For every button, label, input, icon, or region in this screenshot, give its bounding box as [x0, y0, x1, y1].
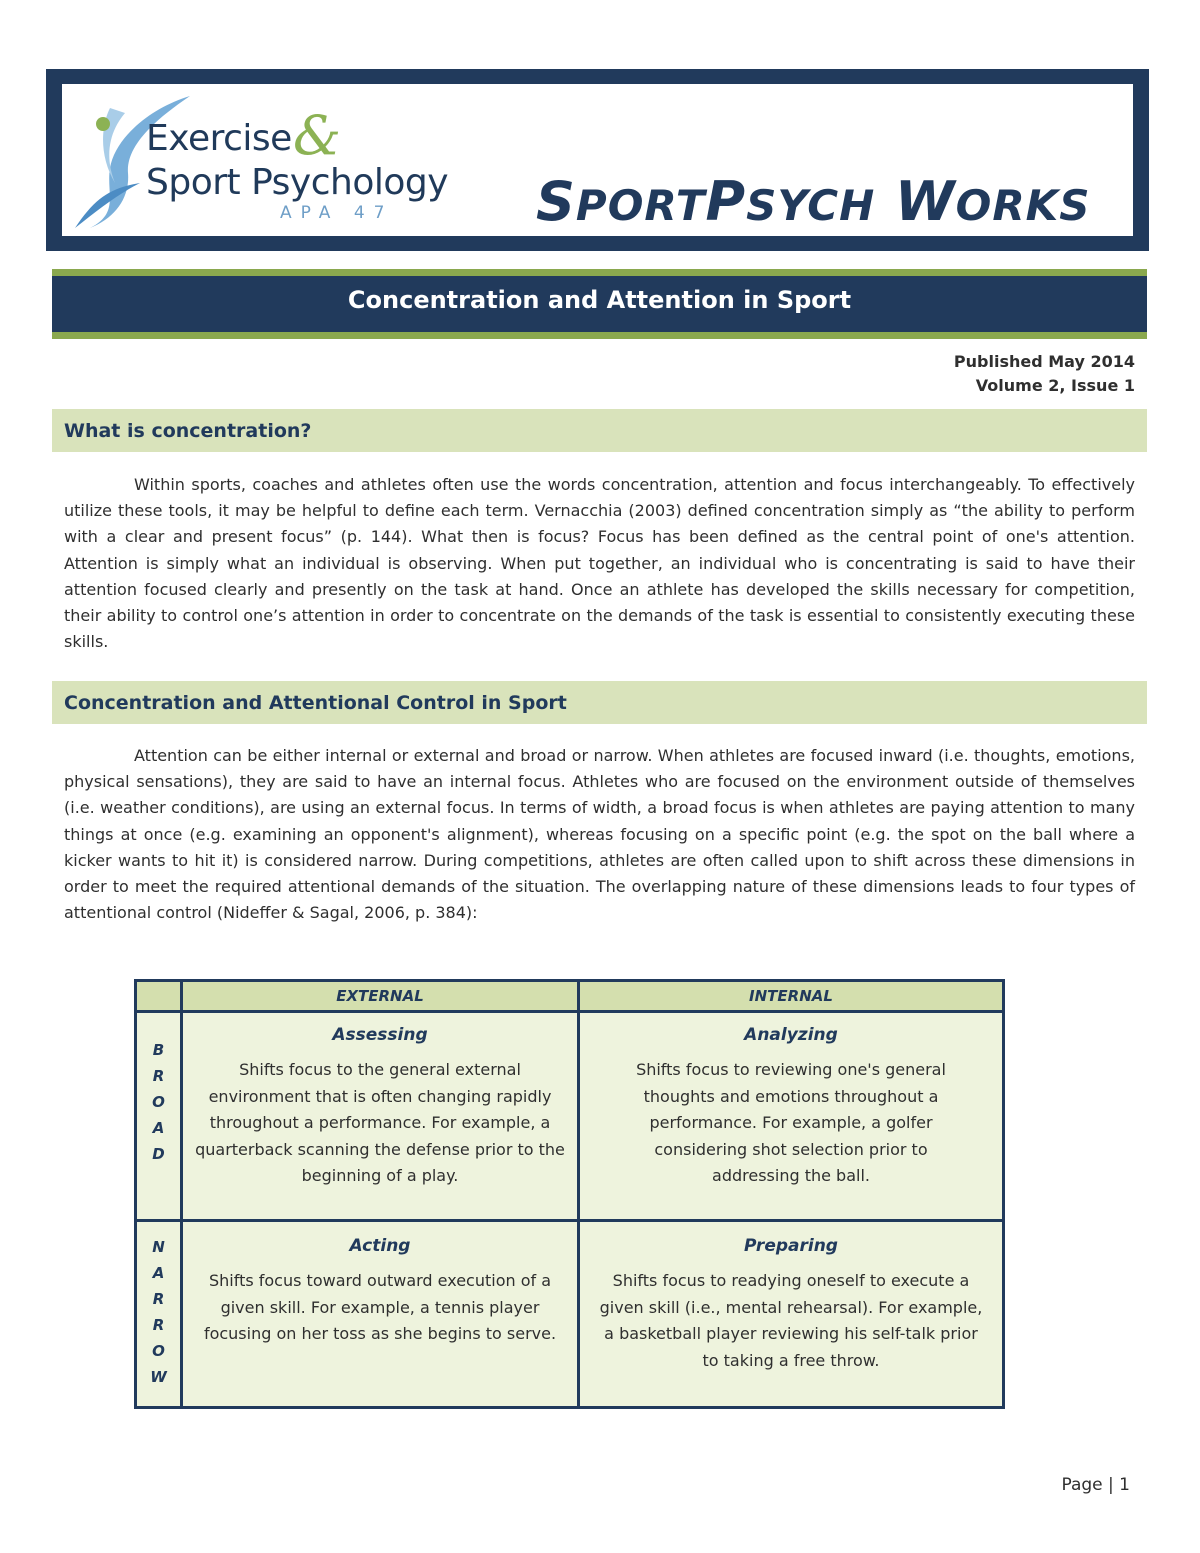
section-paragraph: Attention can be either internal or external and broad or narrow. When athletes are focused inward (i.e. thoughts, emotions, physical sensations), they are said to have an internal focus. Athletes who are focused on the environment outside of themselves (i.e. weather conditions), are using an external focus. In terms of width, a broad focus is when athletes are paying attention to many things at once (e.g. examining an opponent's alignment), whereas focusing on a specific point (e.g. the spot on the ball where a kicker wants to hit it) is considered narrow. During competitions, athletes are often called upon to shift across these dimensions in order to meet the required attentional demands of the situation. The overlapping nature of these dimensions leads to four types of attentional control (Nideffer & Sagal, 2006, p. 384):	[64, 746, 1135, 923]
brand-port: PORT	[575, 181, 706, 230]
row-letter: W	[150, 1368, 167, 1386]
row-letter: R	[152, 1067, 165, 1085]
cell-body: Shifts focus to reviewing one's general thoughts and emotions throughout a performance. For example, a golfer considering shot selection prior to addressing the ball.	[636, 1060, 946, 1185]
title-accent-line-bottom	[52, 332, 1147, 339]
volume-issue: Volume 2, Issue 1	[975, 376, 1135, 395]
row-letter: R	[152, 1316, 165, 1334]
brand-orks: ORKS	[955, 181, 1091, 230]
logo-ampersand: &	[293, 104, 342, 167]
table-cell-acting	[183, 1222, 577, 1406]
attention-types-table	[134, 979, 1005, 1409]
brand-space	[875, 170, 895, 233]
cell-body: Shifts focus toward outward execution of a given skill. For example, a tennis player focusing on her toss as she begins to serve.	[203, 1271, 557, 1343]
logo-text-exercise: Exercise	[146, 118, 292, 159]
row-letter: B	[152, 1041, 165, 1059]
brand-w: W	[895, 170, 956, 233]
row-letter: O	[152, 1093, 165, 1111]
table-corner-cell	[137, 982, 180, 1010]
brand-p: P	[705, 170, 747, 233]
cell-title: Acting	[349, 1236, 411, 1256]
table-header-external: EXTERNAL	[183, 982, 577, 1010]
published-date: Published May 2014	[953, 352, 1135, 371]
newsletter-title	[536, 170, 1090, 233]
cell-body: Shifts focus to readying oneself to execute a given skill (i.e., mental rehearsal). For example, a basketball player reviewing his self-talk prior to taking a free throw.	[599, 1271, 983, 1370]
brand-s: S	[536, 170, 576, 233]
logo-figure-icon	[70, 88, 470, 233]
row-letter: D	[152, 1145, 165, 1163]
cell-title: Analyzing	[744, 1025, 838, 1045]
row-label-broad	[137, 1013, 180, 1219]
row-letter: A	[152, 1119, 165, 1137]
section-heading: Concentration and Attentional Control in Sport	[64, 692, 567, 714]
table-cell-preparing	[580, 1222, 1002, 1406]
logo-text-apa: APA 47	[280, 203, 394, 223]
table-cell-analyzing	[580, 1013, 1002, 1219]
row-label-narrow	[137, 1222, 180, 1406]
section-paragraph: Within sports, coaches and athletes often use the words concentration, attention and focus interchangeably. To effectively utilize these tools, it may be helpful to define each term. Vernacchia (2003) defined concentration simply as “the ability to perform with a clear and present focus” (p. 144). What then is focus? Focus has been defined as the central point of one's attention. Attention is simply what an individual is observing. When put together, an individual who is concentrating is said to have their attention focused clearly and presently on the task at hand. Once an athlete has developed the skills necessary for competition, their ability to control one’s attention in order to concentrate on the demands of the task is essential to consistently executing these skills.	[64, 475, 1135, 652]
title-accent-line-top	[52, 269, 1147, 276]
page-title: Concentration and Attention in Sport	[347, 286, 852, 314]
cell-body: Shifts focus to the general external environment that is often changing rapidly throughout a performance. For example, a quarterback scanning the defense prior to the beginning of a play.	[195, 1060, 565, 1185]
table-header-internal: INTERNAL	[580, 982, 1002, 1010]
logo-text-sport-psychology: Sport Psychology	[146, 162, 449, 203]
row-letter: N	[152, 1238, 165, 1256]
section-heading: What is concentration?	[64, 420, 312, 442]
row-letter: R	[152, 1290, 165, 1308]
row-letter: A	[152, 1264, 165, 1282]
page-number: Page | 1	[1061, 1475, 1130, 1495]
row-letter: O	[152, 1342, 165, 1360]
cell-title: Preparing	[744, 1236, 838, 1256]
table-cell-assessing	[183, 1013, 577, 1219]
cell-title: Assessing	[332, 1025, 428, 1045]
brand-sych: SYCH	[746, 181, 876, 230]
